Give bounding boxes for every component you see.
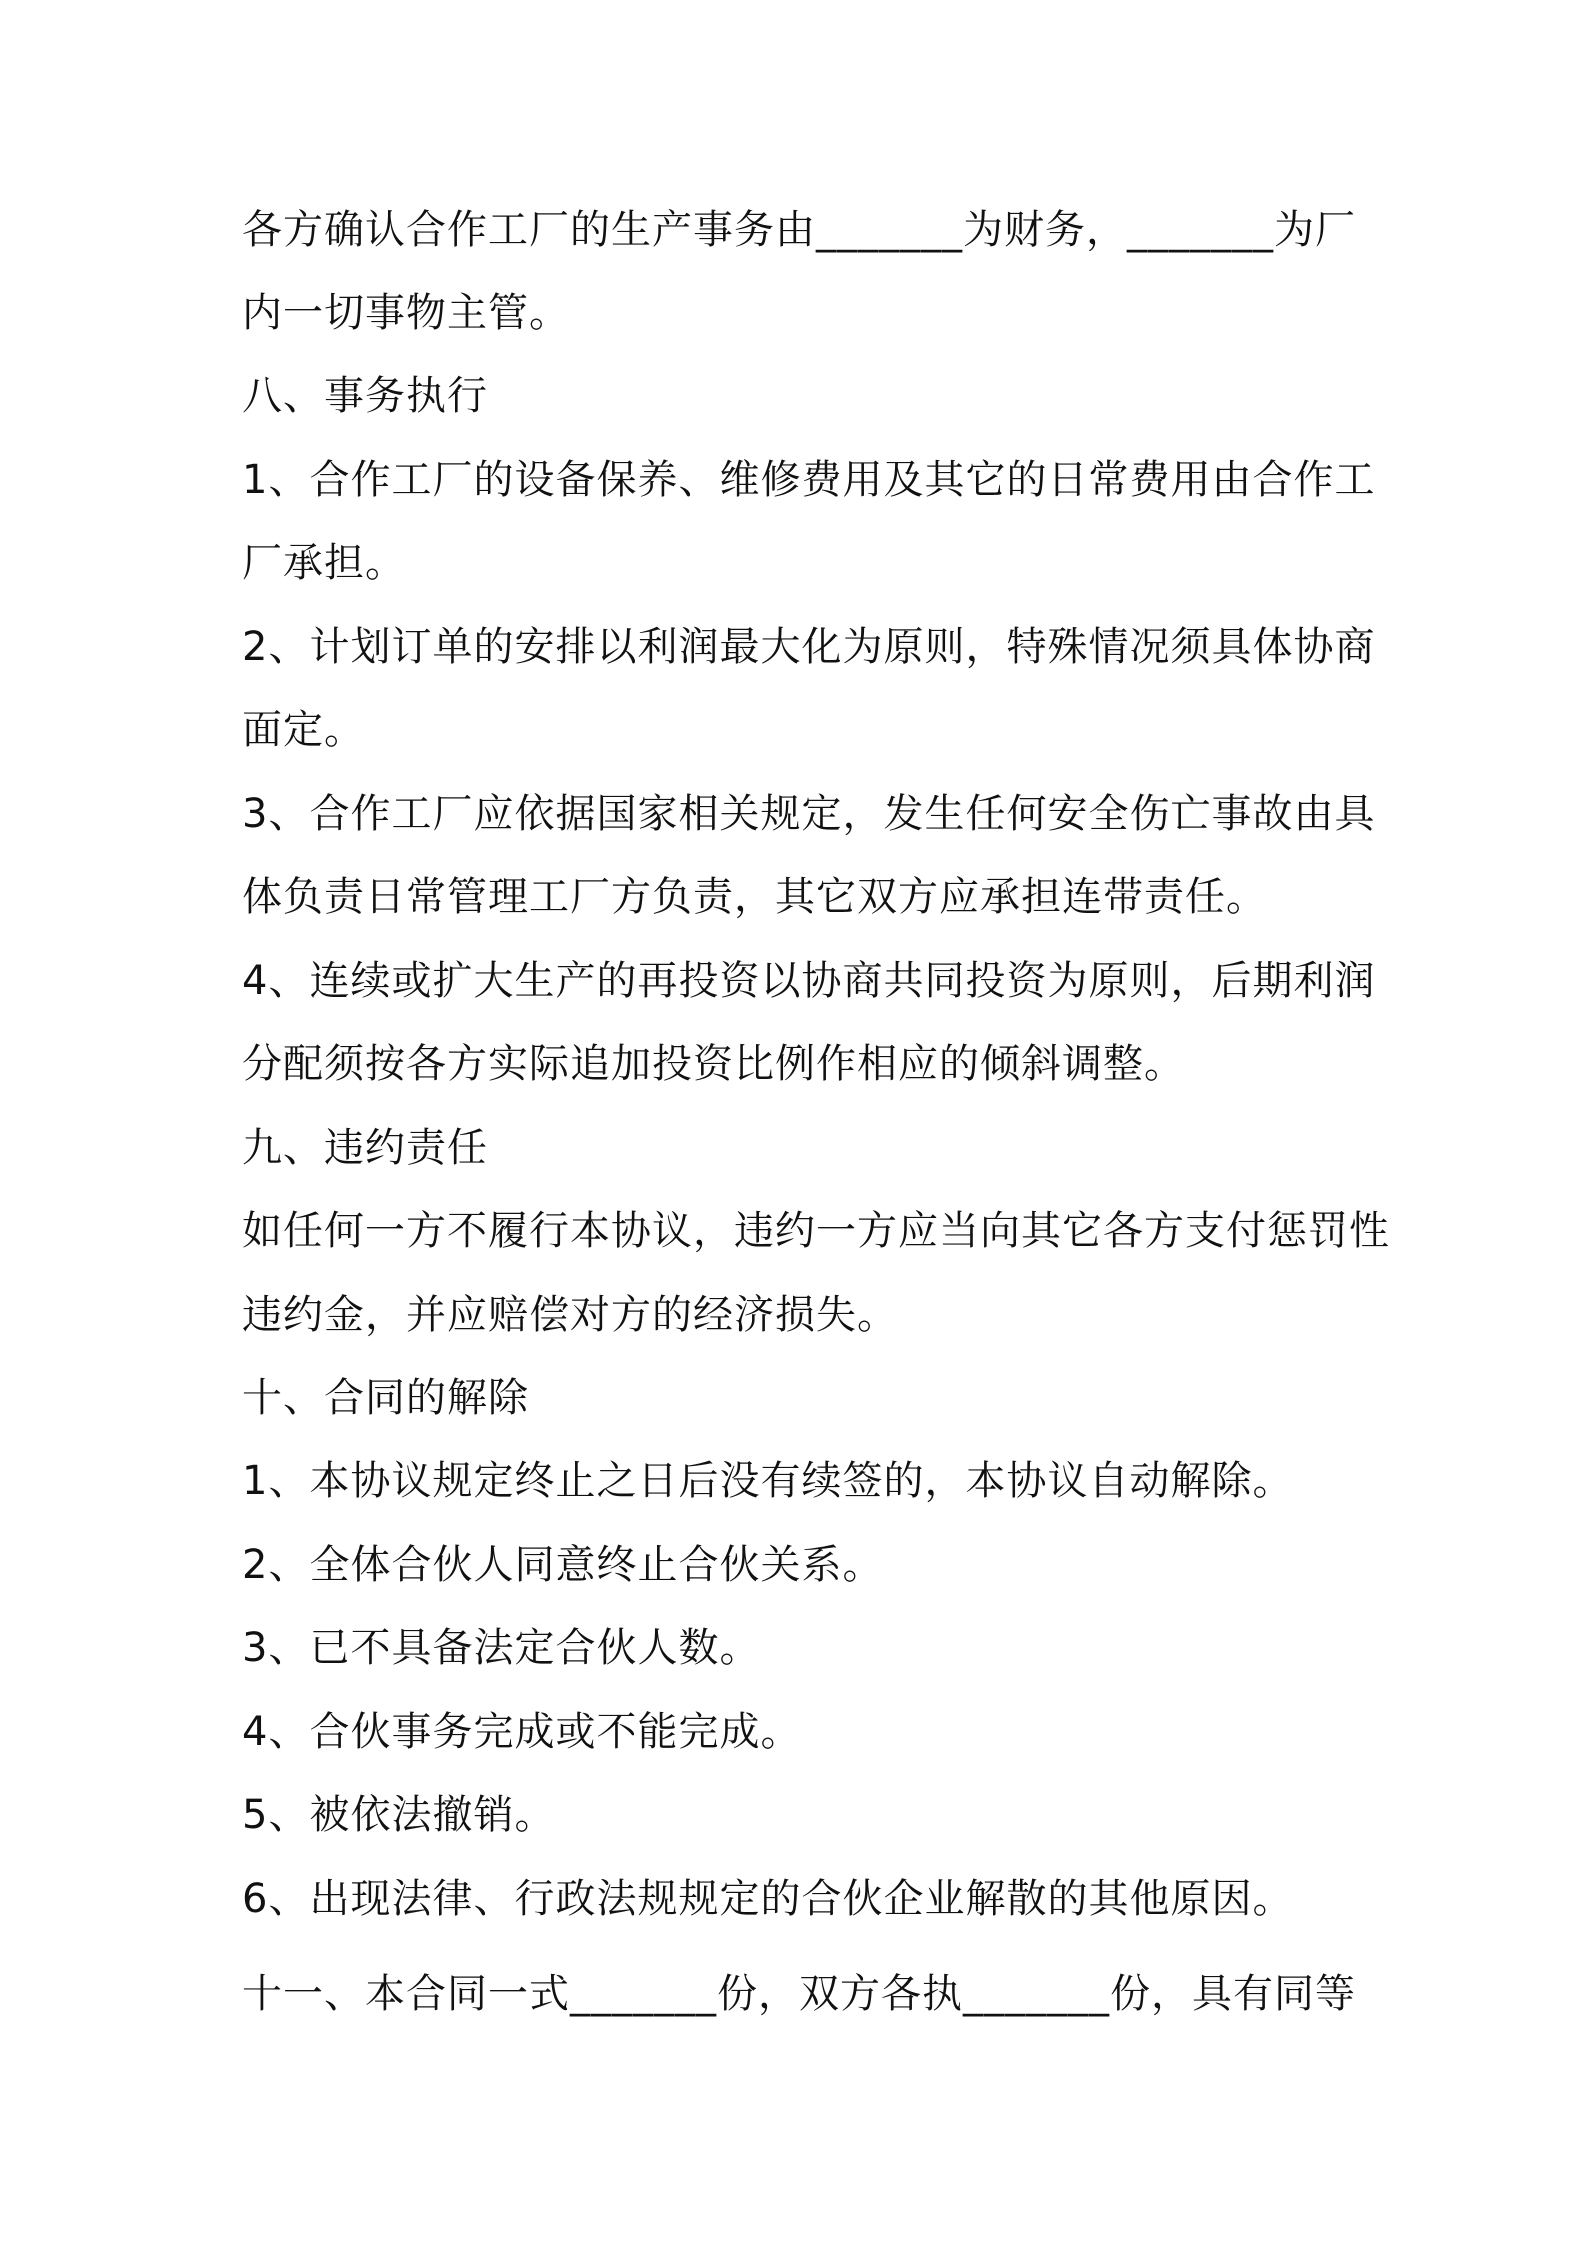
paragraph-line: 3、合作工厂应依据国家相关规定，发生任何安全伤亡事故由具: [242, 791, 1376, 837]
paragraph-line: 如任何一方不履行本协议，违约一方应当向其它各方支付惩罚性: [242, 1208, 1390, 1254]
paragraph-line: 2、全体合伙人同意终止合伙关系。: [242, 1542, 884, 1588]
section-heading: 九、违约责任: [242, 1125, 488, 1171]
paragraph-line: 6、出现法律、行政法规规定的合伙企业解散的其他原因。: [242, 1876, 1294, 1922]
paragraph-line: 2、计划订单的安排以利润最大化为原则，特殊情况须具体协商: [242, 624, 1376, 670]
section-heading: 八、事务执行: [242, 373, 488, 419]
paragraph-line: 3、已不具备法定合伙人数。: [242, 1625, 761, 1671]
paragraph-line: 4、合伙事务完成或不能完成。: [242, 1709, 802, 1755]
paragraph-line: 分配须按各方实际追加投资比例作相应的倾斜调整。: [242, 1041, 1185, 1087]
paragraph-line: 1、合作工厂的设备保养、维修费用及其它的日常费用由合作工: [242, 457, 1376, 503]
paragraph-line: 十一、本合同一式_______份，双方各执_______份，具有同等: [242, 1971, 1356, 2017]
paragraph-line: 各方确认合作工厂的生产事务由_______为财务，_______为厂: [242, 207, 1356, 253]
paragraph-line: 违约金，并应赔偿对方的经济损失。: [242, 1292, 898, 1338]
section-heading: 十、合同的解除: [242, 1375, 529, 1421]
paragraph-line: 4、连续或扩大生产的再投资以协商共同投资为原则，后期利润: [242, 958, 1376, 1004]
paragraph-line: 内一切事物主管。: [242, 290, 570, 336]
paragraph-line: 体负责日常管理工厂方负责，其它双方应承担连带责任。: [242, 874, 1267, 920]
paragraph-line: 1、本协议规定终止之日后没有续签的，本协议自动解除。: [242, 1458, 1294, 1504]
paragraph-line: 厂承担。: [242, 540, 406, 586]
paragraph-line: 面定。: [242, 707, 365, 753]
paragraph-line: 5、被依法撤销。: [242, 1792, 556, 1838]
